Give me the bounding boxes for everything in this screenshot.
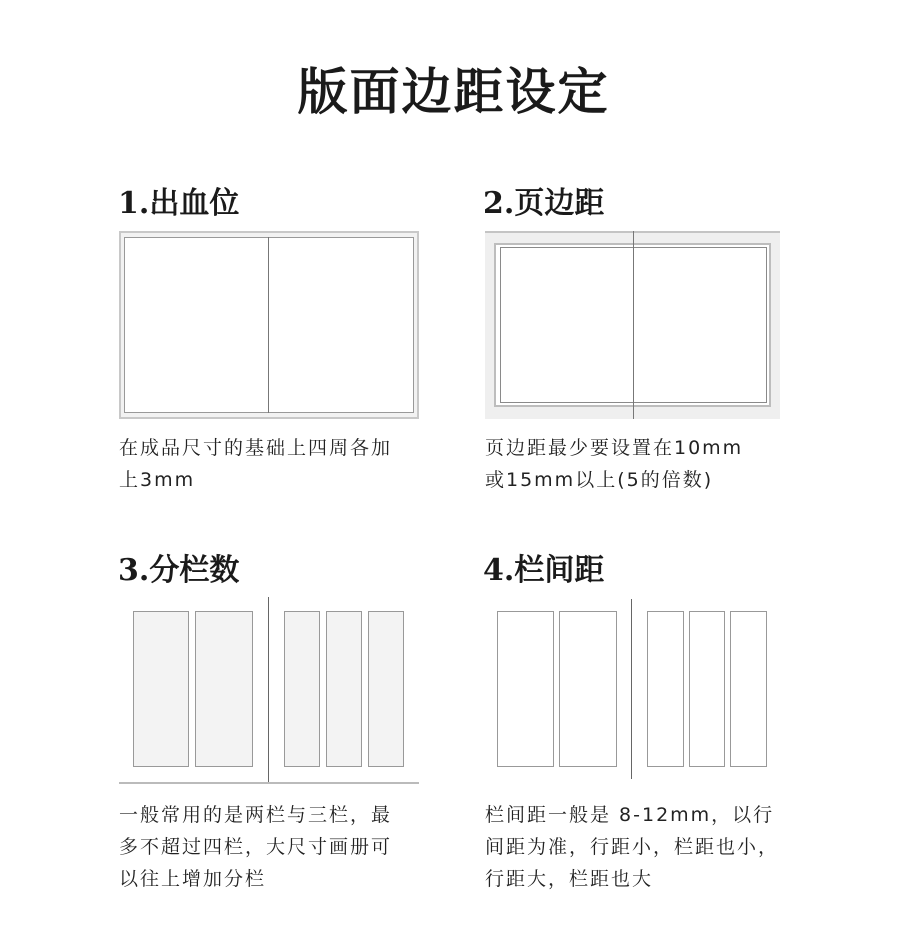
column-right-2 <box>326 611 362 767</box>
gap-column-left-1 <box>497 611 554 767</box>
bleed-page-frame <box>124 237 414 413</box>
bleed-diagram <box>119 231 419 419</box>
gap-column-right-3 <box>730 611 767 767</box>
column-left-1 <box>133 611 189 767</box>
section-title-page-margin: 2.页边距 <box>483 186 605 221</box>
columns-spine-line <box>268 597 269 783</box>
gap-column-right-2 <box>689 611 725 767</box>
page-margin-diagram <box>485 231 780 419</box>
bleed-spine-line <box>268 237 269 413</box>
gap-column-left-2 <box>559 611 617 767</box>
gap-spine-line <box>631 599 632 779</box>
section-title-column-gap: 4.栏间距 <box>483 553 605 588</box>
section-title-bleed: 1.出血位 <box>118 186 240 221</box>
section-title-columns: 3.分栏数 <box>118 553 240 588</box>
section-desc-bleed: 在成品尺寸的基础上四周各加 上3mm <box>119 437 393 491</box>
column-gap-diagram <box>485 597 780 785</box>
section-desc-page-margin: 页边距最少要设置在10mm 或15mm以上(5的倍数) <box>485 437 744 491</box>
page-title: 版面边距设定 <box>297 62 610 121</box>
section-desc-columns: 一般常用的是两栏与三栏，最 多不超过四栏，大尺寸画册可 以往上增加分栏 <box>119 804 393 890</box>
margin-spine-line <box>633 231 634 419</box>
column-right-1 <box>284 611 320 767</box>
column-left-2 <box>195 611 253 767</box>
columns-baseline <box>119 782 419 784</box>
gap-column-right-1 <box>647 611 684 767</box>
columns-diagram <box>119 597 419 785</box>
section-desc-column-gap: 栏间距一般是 8-12mm，以行 间距为准，行距小，栏距也小， 行距大，栏距也大 <box>485 804 780 890</box>
column-right-3 <box>368 611 404 767</box>
